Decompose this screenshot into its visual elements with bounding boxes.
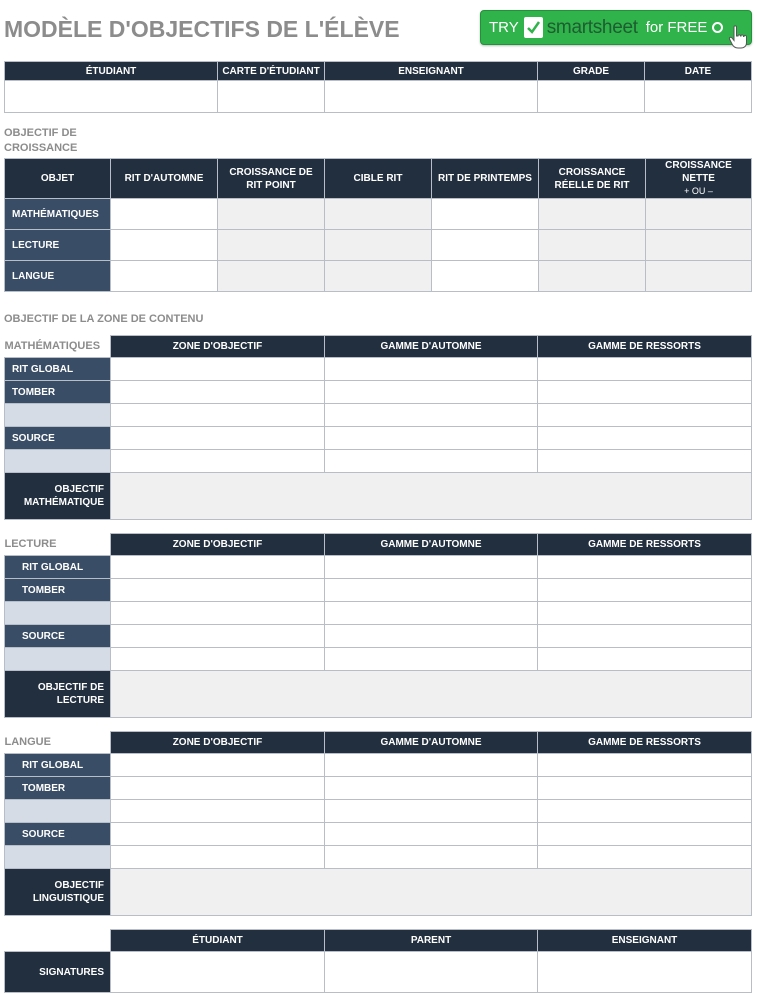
content-cell[interactable]: [111, 625, 325, 648]
header-goal-area: ZONE D'OBJECTIF: [111, 732, 325, 754]
section-title: LECTURE: [4, 538, 57, 551]
header-sig-teacher: ENSEIGNANT: [538, 930, 752, 952]
growth-cell[interactable]: [218, 230, 325, 261]
header-grade: GRADE: [538, 62, 645, 81]
content-cell[interactable]: [111, 450, 325, 473]
row-label-source: SOURCE: [5, 625, 111, 648]
header-net-growth-label: CROISSANCE NETTE: [665, 160, 732, 184]
content-cell[interactable]: [325, 754, 538, 777]
row-label-overall-rit: RIT GLOBAL: [5, 556, 111, 579]
header-spring-range: GAMME DE RESSORTS: [538, 732, 752, 754]
growth-cell[interactable]: [111, 199, 218, 230]
header-fall-rit: RIT D'AUTOMNE: [111, 159, 218, 199]
content-cell[interactable]: [325, 556, 538, 579]
growth-cell[interactable]: [646, 261, 752, 292]
header-net-growth-sub: + OU –: [684, 186, 713, 196]
content-cell[interactable]: [538, 579, 752, 602]
header-sig-parent: PARENT: [325, 930, 538, 952]
page-title: MODÈLE D'OBJECTIFS DE L'ÉLÈVE: [4, 16, 400, 42]
goal-label-reading: OBJECTIF DE LECTURE: [5, 671, 111, 718]
content-cell[interactable]: [325, 777, 538, 800]
content-cell[interactable]: [325, 823, 538, 846]
content-cell[interactable]: [111, 800, 325, 823]
header-subject: OBJET: [5, 159, 111, 199]
content-cell[interactable]: [325, 579, 538, 602]
goal-field-language[interactable]: [111, 869, 752, 916]
header-fall-range: GAMME D'AUTOMNE: [325, 336, 538, 358]
content-cell[interactable]: [538, 427, 752, 450]
row-label-empty: [5, 450, 111, 473]
growth-row-label: LANGUE: [5, 261, 111, 292]
student-name-field[interactable]: [5, 81, 218, 113]
content-cell[interactable]: [111, 777, 325, 800]
growth-cell[interactable]: [539, 199, 646, 230]
header-rit-point-growth: CROISSANCE DE RIT POINT: [218, 159, 325, 199]
content-cell[interactable]: [325, 648, 538, 671]
content-cell[interactable]: [111, 846, 325, 869]
row-label-source: SOURCE: [5, 427, 111, 450]
pointer-hand-icon: [727, 25, 749, 54]
banner-brand: smartsheet: [546, 16, 638, 38]
growth-cell[interactable]: [325, 230, 432, 261]
content-cell[interactable]: [538, 602, 752, 625]
growth-row-label: LECTURE: [5, 230, 111, 261]
growth-cell[interactable]: [218, 199, 325, 230]
date-field[interactable]: [645, 81, 752, 113]
content-cell[interactable]: [538, 648, 752, 671]
growth-cell[interactable]: [325, 261, 432, 292]
row-label-fall: TOMBER: [5, 777, 111, 800]
content-cell[interactable]: [325, 381, 538, 404]
goal-field-reading[interactable]: [111, 671, 752, 718]
content-cell[interactable]: [111, 556, 325, 579]
growth-cell[interactable]: [325, 199, 432, 230]
growth-cell[interactable]: [111, 261, 218, 292]
header-actual-rit-growth: CROISSANCE RÉELLE DE RIT: [539, 159, 646, 199]
growth-cell[interactable]: [539, 261, 646, 292]
goal-label-language: OBJECTIF LINGUISTIQUE: [5, 869, 111, 916]
content-cell[interactable]: [538, 625, 752, 648]
content-cell[interactable]: [538, 381, 752, 404]
content-cell[interactable]: [111, 381, 325, 404]
header-target-rit: CIBLE RIT: [325, 159, 432, 199]
content-cell[interactable]: [111, 404, 325, 427]
content-cell[interactable]: [538, 404, 752, 427]
content-cell[interactable]: [325, 625, 538, 648]
growth-cell[interactable]: [432, 199, 539, 230]
growth-cell[interactable]: [432, 230, 539, 261]
header-spring-range: GAMME DE RESSORTS: [538, 336, 752, 358]
row-label-source: SOURCE: [5, 823, 111, 846]
content-section-math: [4, 335, 752, 520]
content-cell[interactable]: [325, 602, 538, 625]
row-label-fall: TOMBER: [5, 579, 111, 602]
row-label-empty: [5, 648, 111, 671]
content-cell[interactable]: [325, 846, 538, 869]
row-label-empty: [5, 846, 111, 869]
content-cell[interactable]: [325, 358, 538, 381]
content-cell[interactable]: [325, 450, 538, 473]
content-cell[interactable]: [111, 823, 325, 846]
growth-cell[interactable]: [646, 199, 752, 230]
header-net-growth: [646, 159, 752, 199]
content-cell[interactable]: [538, 823, 752, 846]
header-spring-rit: RIT DE PRINTEMPS: [432, 159, 539, 199]
goal-field-math[interactable]: [111, 473, 752, 520]
content-cell[interactable]: [111, 602, 325, 625]
goal-label-math: OBJECTIF MATHÉMATIQUE: [5, 473, 111, 520]
info-icon: [712, 22, 723, 33]
content-cell[interactable]: [111, 358, 325, 381]
content-cell[interactable]: [538, 846, 752, 869]
content-area-goal-label: OBJECTIF DE LA ZONE DE CONTENU: [4, 313, 204, 325]
row-label-empty: [5, 404, 111, 427]
content-cell[interactable]: [538, 556, 752, 579]
checkmark-icon: [524, 17, 543, 38]
header-student-id: CARTE D'ÉTUDIANT: [218, 62, 325, 81]
header-teacher: ENSEIGNANT: [325, 62, 538, 81]
teacher-field[interactable]: [325, 81, 538, 113]
row-label-overall-rit: RIT GLOBAL: [5, 358, 111, 381]
banner-free-text: for FREE: [645, 19, 708, 36]
signature-parent-field[interactable]: [325, 952, 538, 993]
growth-goal-label: [4, 126, 77, 156]
signature-teacher-field[interactable]: [538, 952, 752, 993]
growth-goal-table: [4, 158, 752, 292]
growth-goal-label-line2: CROISSANCE: [4, 142, 78, 154]
student-info-table: [4, 61, 752, 113]
content-section-reading: [4, 533, 752, 718]
content-section-language: [4, 731, 752, 916]
row-label-empty: [5, 602, 111, 625]
content-cell[interactable]: [325, 427, 538, 450]
header-fall-range: GAMME D'AUTOMNE: [325, 534, 538, 556]
header-goal-area: ZONE D'OBJECTIF: [111, 336, 325, 358]
growth-cell[interactable]: [646, 230, 752, 261]
row-label-empty: [5, 800, 111, 823]
header-student: ÉTUDIANT: [5, 62, 218, 81]
content-cell[interactable]: [538, 450, 752, 473]
growth-cell[interactable]: [218, 261, 325, 292]
signatures-label: SIGNATURES: [5, 952, 111, 993]
growth-cell[interactable]: [432, 261, 539, 292]
growth-cell[interactable]: [111, 230, 218, 261]
header-date: DATE: [645, 62, 752, 81]
content-cell[interactable]: [325, 404, 538, 427]
content-cell[interactable]: [111, 579, 325, 602]
row-label-fall: TOMBER: [5, 381, 111, 404]
content-cell[interactable]: [538, 358, 752, 381]
content-cell[interactable]: [111, 648, 325, 671]
try-smartsheet-banner[interactable]: [480, 10, 752, 45]
grade-field[interactable]: [538, 81, 645, 113]
content-cell[interactable]: [325, 800, 538, 823]
banner-try-text: TRY: [489, 19, 519, 36]
content-cell[interactable]: [111, 427, 325, 450]
section-title: LANGUE: [4, 736, 51, 749]
header-fall-range: GAMME D'AUTOMNE: [325, 732, 538, 754]
row-label-overall-rit: RIT GLOBAL: [5, 754, 111, 777]
signatures-table: [4, 929, 752, 993]
content-cell[interactable]: [538, 800, 752, 823]
signatures-spacer: [5, 930, 111, 952]
content-cell[interactable]: [538, 754, 752, 777]
growth-goal-label-line1: OBJECTIF DE: [4, 127, 77, 139]
content-cell[interactable]: [111, 754, 325, 777]
growth-row-label: MATHÉMATIQUES: [5, 199, 111, 230]
header-spring-range: GAMME DE RESSORTS: [538, 534, 752, 556]
growth-cell[interactable]: [539, 230, 646, 261]
section-title: MATHÉMATIQUES: [4, 340, 101, 353]
header-goal-area: ZONE D'OBJECTIF: [111, 534, 325, 556]
header-sig-student: ÉTUDIANT: [111, 930, 325, 952]
student-id-field[interactable]: [218, 81, 325, 113]
content-cell[interactable]: [538, 777, 752, 800]
signature-student-field[interactable]: [111, 952, 325, 993]
